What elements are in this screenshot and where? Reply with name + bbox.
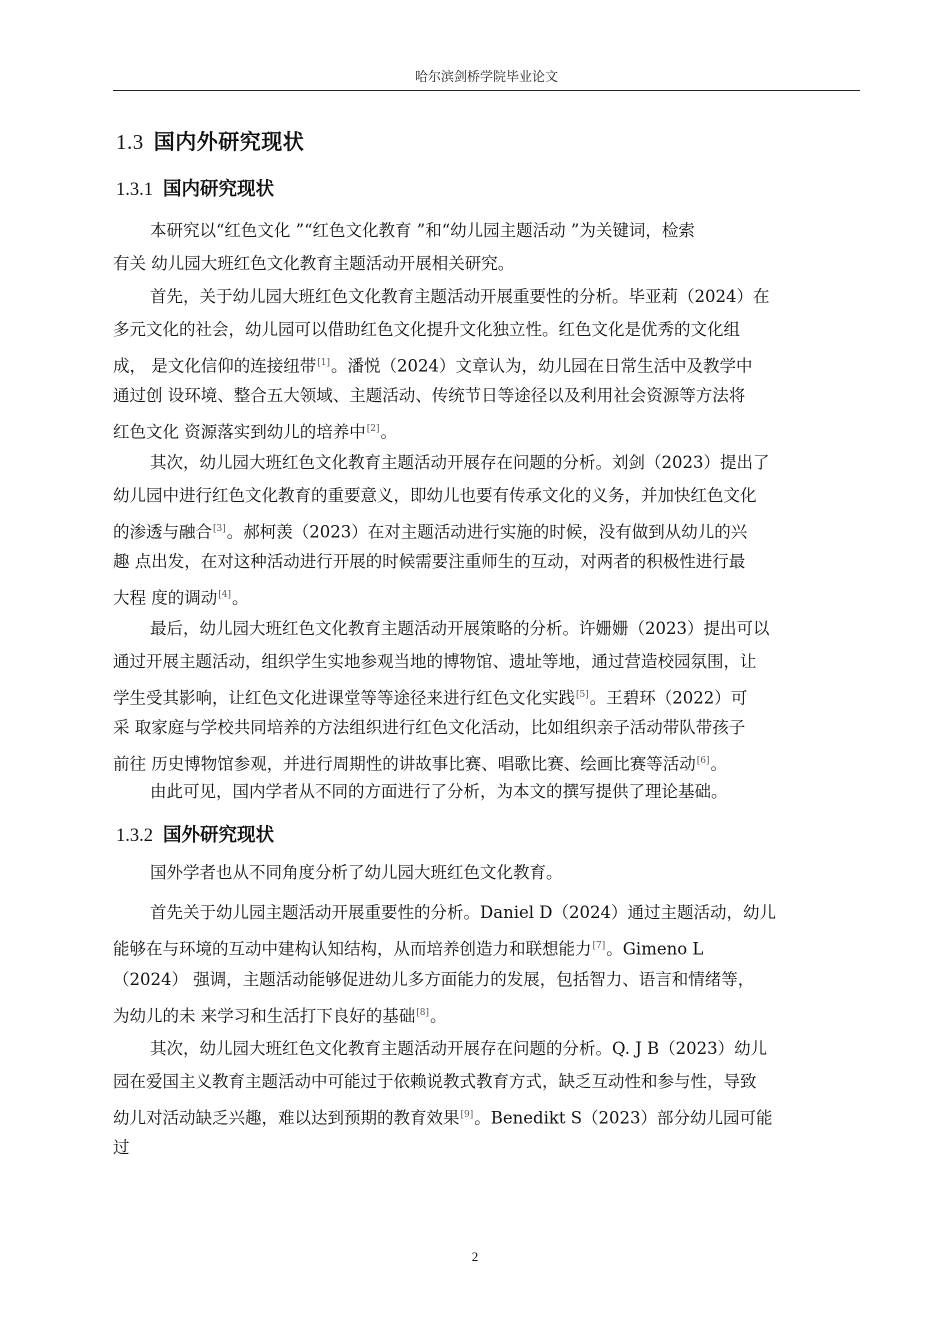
paragraph-line: 通过开展主题活动，组织学生实地参观当地的博物馆、遗址等地，通过营造校园氛围，让 [113,652,757,671]
page-header [113,66,860,91]
paragraph-line: 多元文化的社会，幼儿园可以借助红色文化提升文化独立性。红色文化是优秀的文化组 [113,320,740,339]
section-number: 1.3 [116,130,144,154]
section-heading [116,126,304,156]
paragraph-line: 首先，关于幼儿园大班红色文化教育主题活动开展重要性的分析。毕亚莉（2024）在 [150,287,770,306]
citation-ref: [9] [460,1110,474,1120]
header-title: 哈尔滨剑桥学院毕业论文 [414,70,558,85]
paragraph-line: 首先关于幼儿园主题活动开展重要性的分析。Daniel D（2024）通过主题活动，幼儿 [150,903,776,922]
paragraph-line: 由此可见，国内学者从不同的方面进行了分析，为本文的撰写提供了理论基础。 [150,782,728,801]
paragraph-line: 园在爱国主义教育主题活动中可能过于依赖说教式教育方式，缺乏互动性和参与性，导致 [113,1072,757,1091]
subsection-heading-domestic [116,175,274,201]
paragraph-line: 过 [113,1138,130,1157]
paragraph-line: 的渗透与融合[3]。郝柯羡（2023）在对主题活动进行实施的时候，没有做到从幼儿的兴 [113,522,748,542]
paragraph-line: 其次，幼儿园大班红色文化教育主题活动开展存在问题的分析。Q. J B（2023）幼儿 [150,1039,768,1058]
citation-ref: [7] [592,941,606,951]
subsection-number: 1.3.1 [116,180,153,200]
paragraph-line: 趣 点出发，在对这种活动进行开展的时候需要注重师生的互动，对两者的积极性进行最 [113,552,746,571]
paragraph-line: 采 取家庭与学校共同培养的方法组织进行红色文化活动，比如组织亲子活动带队带孩子 [113,718,746,737]
citation-ref: [4] [218,590,231,600]
subsection-title: 国外研究现状 [163,825,275,846]
citation-ref: [5] [576,690,589,700]
paragraph-line: 能够在与环境的互动中建构认知结构，从而培养创造力和联想能力[7]。Gimeno L [113,939,704,959]
paragraph-line: 其次，幼儿园大班红色文化教育主题活动开展存在问题的分析。刘剑（2023）提出了 [150,453,770,472]
paragraph-line: 前往 历史博物馆参观，并进行周期性的讲故事比赛、唱歌比赛、绘画比赛等活动[6]。 [113,754,727,774]
paragraph-line: 为幼儿的未 来学习和生活打下良好的基础[8]。 [113,1006,447,1026]
paragraph-line: 成， 是文化信仰的连接纽带[1]。潘悦（2024）文章认为，幼儿园在日常生活中及教学中 [113,356,753,376]
citation-ref: [3] [213,524,226,534]
paragraph-line: 学生受其影响，让红色文化进课堂等等途径来进行红色文化实践[5]。王碧环（2022）可 [113,688,748,708]
paragraph-line: 大程 度的调动[4]。 [113,588,249,608]
citation-ref: [8] [416,1008,429,1018]
paragraph-line: 幼儿园中进行红色文化教育的重要意义，即幼儿也要有传承文化的义务，并加快红色文化 [113,486,757,505]
citation-ref: [6] [696,756,710,766]
paragraph-line: （2024） 强调，主题活动能够促进幼儿多方面能力的发展，包括智力、语言和情绪等， [113,970,755,989]
paragraph-line: 最后，幼儿园大班红色文化教育主题活动开展策略的分析。许姗姗（2023）提出可以 [150,619,770,638]
citation-ref: [2] [366,424,380,434]
subsection-heading-foreign [116,821,274,847]
section-title: 国内外研究现状 [153,130,305,154]
citation-ref: [1] [317,358,330,368]
page-number: 2 [471,1249,479,1264]
paragraph-line: 通过创 设环境、整合五大领域、主题活动、传统节日等途径以及利用社会资源等方法将 [113,386,746,405]
subsection-title: 国内研究现状 [163,179,275,200]
paragraph-line: 本研究以“红色文化 ”“红色文化教育 ”和“幼儿园主题活动 ”为关键词，检索 [150,221,695,240]
paragraph-line: 红色文化 资源落实到幼儿的培养中[2]。 [113,422,397,442]
subsection-number: 1.3.2 [116,826,153,846]
paragraph-line: 幼儿对活动缺乏兴趣，难以达到预期的教育效果[9]。Benedikt S（2023）部分幼儿园可能 [113,1108,773,1128]
paragraph-line: 有关 幼儿园大班红色文化教育主题活动开展相关研究。 [113,254,515,273]
paragraph-line: 国外学者也从不同角度分析了幼儿园大班红色文化教育。 [150,863,563,882]
